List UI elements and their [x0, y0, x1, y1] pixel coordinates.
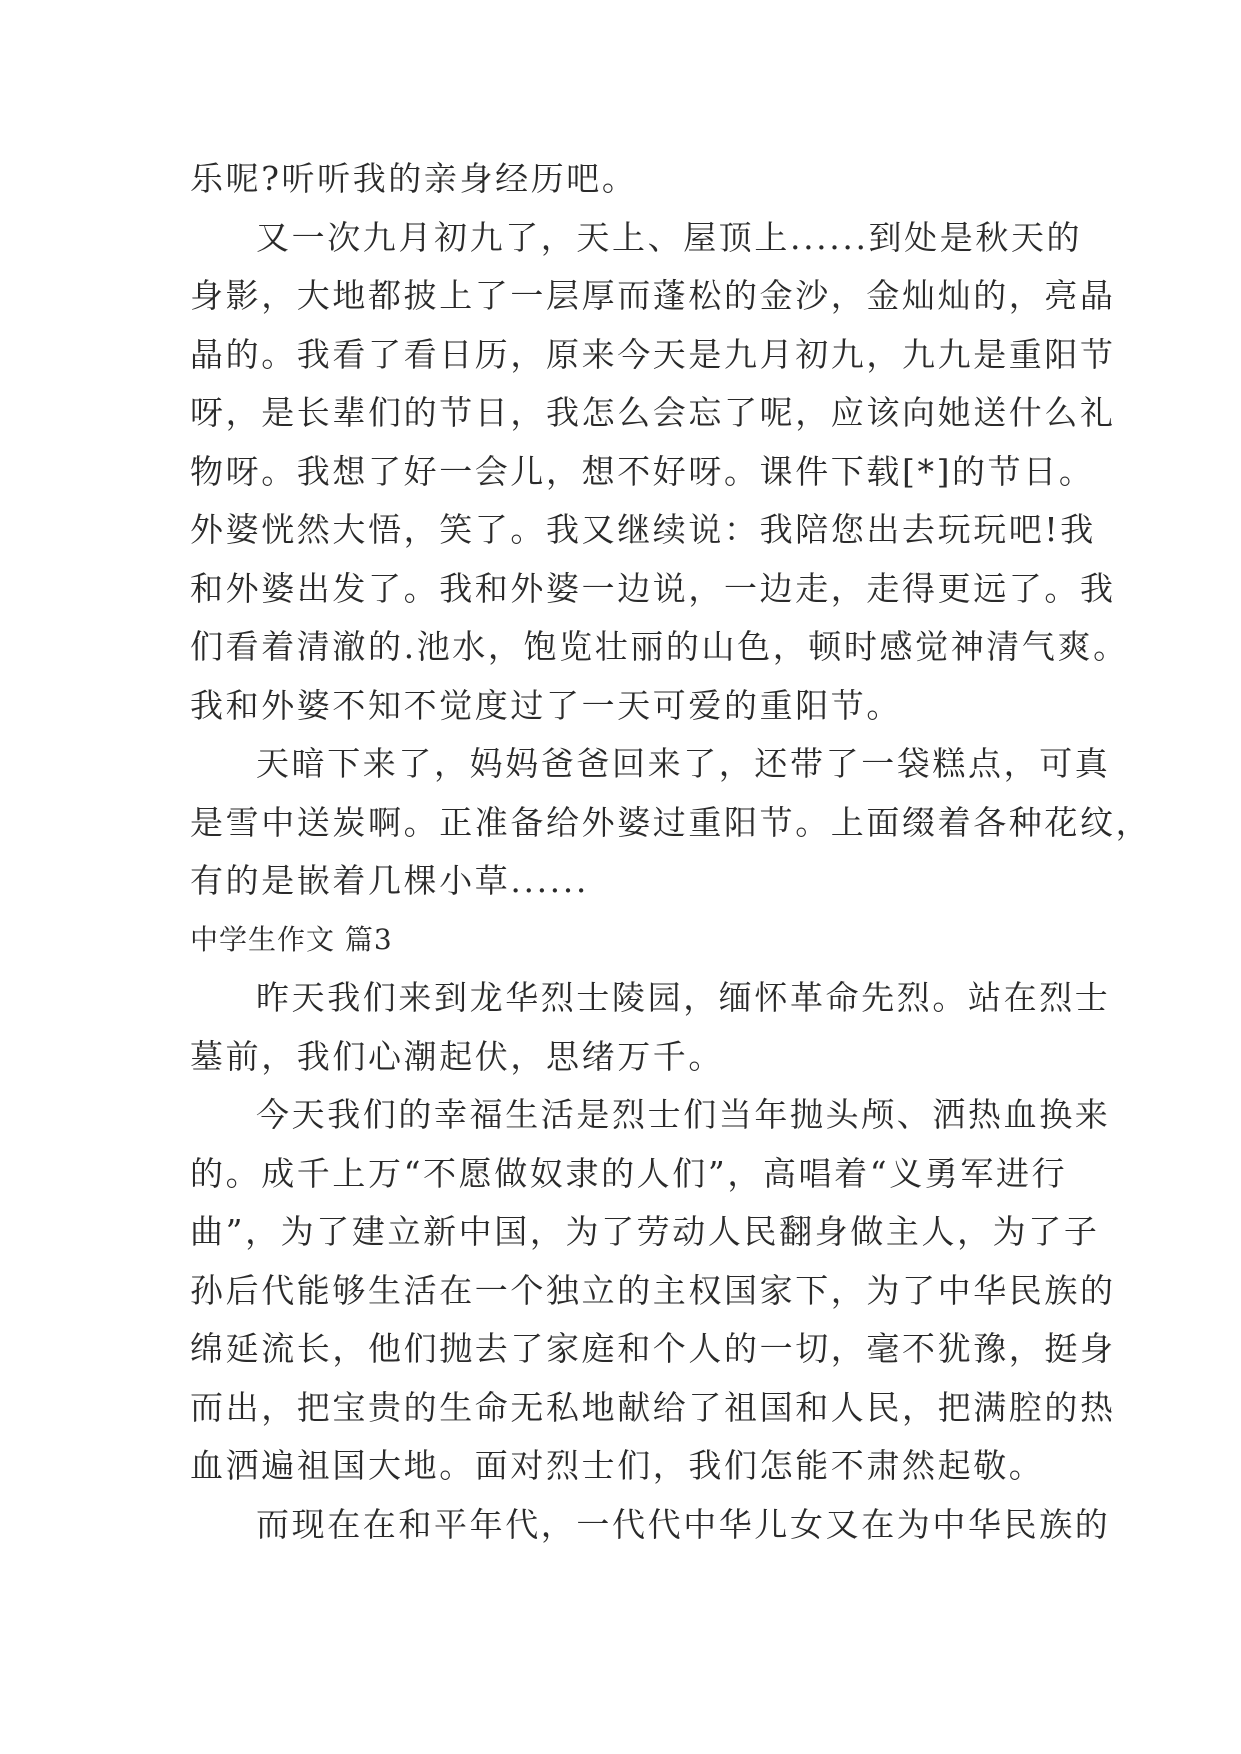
text-line: 我和外婆不知不觉度过了一天可爱的重阳节。	[190, 685, 902, 725]
text-line: 是雪中送炭啊。正准备给外婆过重阳节。上面缀着各种花纹，	[190, 802, 1152, 842]
text-line: 又一次九月初九了，天上、屋顶上......到处是秋天的	[256, 217, 1083, 257]
text-line: 天暗下来了，妈妈爸爸回来了，还带了一袋糕点，可真	[256, 744, 1111, 783]
text-line: 血洒遍祖国大地。面对烈士们，我们怎能不肃然起敬。	[190, 1446, 1045, 1485]
text-line: 物呀。我想了好一会儿，想不好呀。课件下载[*]的节日。	[190, 451, 1095, 491]
document-page	[190, 150, 1152, 1554]
text-line: 昨天我们来到龙华烈士陵园，缅怀革命先烈。站在烈士	[256, 978, 1111, 1017]
text-line: 孙后代能够生活在一个独立的主权国家下，为了中华民族的	[190, 1270, 1116, 1310]
text-line: 乐呢?听听我的亲身经历吧。	[190, 159, 638, 198]
section-heading: 中学生作文 篇3	[190, 922, 393, 956]
text-line: 而现在在和平年代，一代代中华儿女又在为中华民族的	[256, 1504, 1111, 1544]
text-line: 绵延流长，他们抛去了家庭和个人的一切，毫不犹豫，挺身	[190, 1329, 1116, 1368]
text-line: 外婆恍然大悟，笑了。我又继续说：我陪您出去玩玩吧!我	[190, 510, 1096, 549]
text-line: 墓前，我们心潮起伏，思绪万千。	[190, 1036, 724, 1076]
text-line: 而出，把宝贵的生命无私地献给了祖国和人民，把满腔的热	[190, 1387, 1116, 1427]
text-line: 呀，是长辈们的节日，我怎么会忘了呢，应该向她送什么礼	[190, 393, 1116, 432]
text-line: 有的是嵌着几棵小草......	[190, 861, 589, 900]
text-line: 晶的。我看了看日历，原来今天是九月初九，九九是重阳节	[190, 334, 1116, 374]
text-line: 的。成千上万“不愿做奴隶的人们”，高唱着“义勇军进行	[190, 1153, 1068, 1193]
text-line: 身影，大地都披上了一层厚而蓬松的金沙，金灿灿的，亮晶	[190, 276, 1116, 315]
text-line: 今天我们的幸福生活是烈士们当年抛头颅、洒热血换来	[256, 1095, 1111, 1134]
text-line: 们看着清澈的.池水，饱览壮丽的山色，顿时感觉神清气爽。	[190, 627, 1129, 666]
text-line: 曲”，为了建立新中国，为了劳动人民翻身做主人，为了子	[190, 1212, 1100, 1251]
text-line: 和外婆出发了。我和外婆一边说，一边走，走得更远了。我	[190, 568, 1116, 608]
